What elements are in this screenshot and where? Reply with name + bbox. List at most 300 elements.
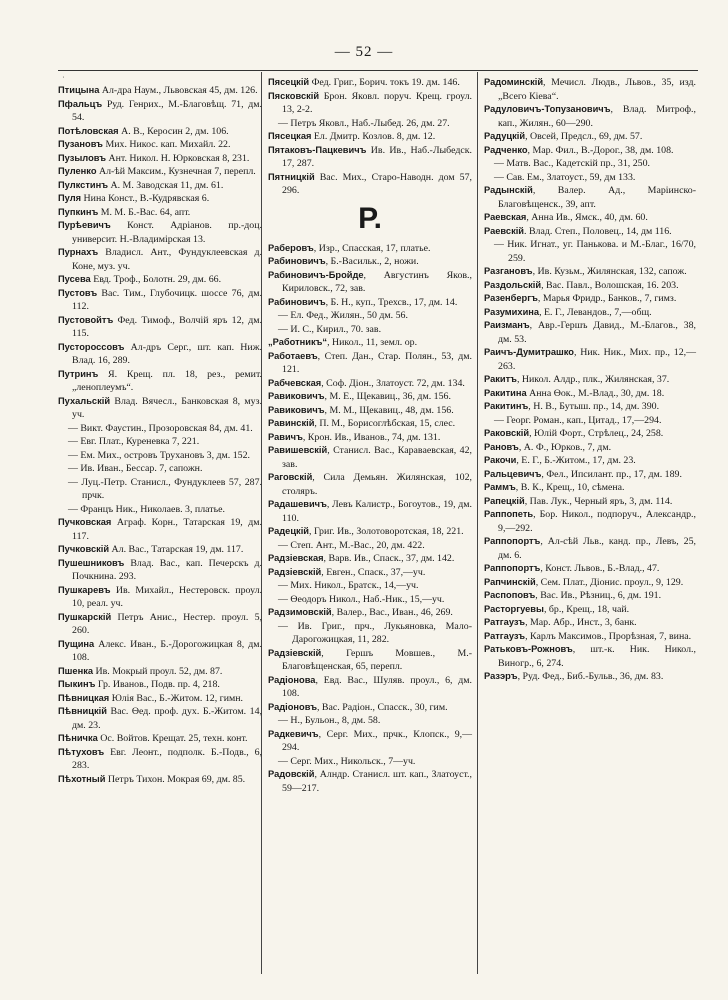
directory-entry xyxy=(268,768,472,795)
directory-entry xyxy=(58,746,262,773)
directory-entry xyxy=(58,638,262,665)
entry-details: — Мих. Никол., Братск., 14,—уч. xyxy=(278,580,419,591)
entry-details: , Никол. Алдр., плк., Жилянская, 37. xyxy=(516,374,670,385)
directory-entry xyxy=(58,165,262,179)
entry-surname: Радкевичъ xyxy=(268,728,319,739)
entry-surname: Пурнахъ xyxy=(58,247,99,257)
directory-entry xyxy=(484,468,696,482)
entry-details: , Вас. Павл., Волошская, 16. 203. xyxy=(541,279,679,291)
entry-details: , Влад. Митроф., кап., Жилян., 60—290. xyxy=(498,104,696,129)
entry-details: , Б.-Васильк., 2, ножи. xyxy=(325,256,419,267)
directory-entry xyxy=(58,584,262,611)
entry-surname: Раммъ xyxy=(484,482,516,492)
entry-surname: Пыкинъ xyxy=(58,679,96,689)
entry-details: Я. Крещ. пл. 18, рез., ремит. „леноплеумъ“. xyxy=(72,368,262,393)
directory-entry xyxy=(268,701,472,715)
directory-entry xyxy=(484,306,696,320)
directory-entry xyxy=(484,238,696,265)
entry-details: Вас. Тим., Глубочицк. шоссе 76, дм. 112. xyxy=(72,287,262,312)
directory-entry xyxy=(268,647,472,674)
directory-entry xyxy=(58,138,262,152)
directory-entry xyxy=(268,377,472,391)
directory-entry xyxy=(484,400,696,414)
entry-details: — Ив. Григ., прч., Лукьяновка, Мало-Дарогожицкая, 11, 282. xyxy=(278,620,472,645)
entry-surname: Раппопеть xyxy=(484,509,534,519)
directory-entry xyxy=(58,422,262,436)
directory-entry xyxy=(484,76,696,103)
entry-details: Гр. Иванов., Подв. пр. 4, 218. xyxy=(95,679,220,690)
directory-entry xyxy=(268,552,472,566)
entry-details: , Крон. Ив., Иванов., 74, дм. 131. xyxy=(302,431,441,443)
entry-surname: Ракочи xyxy=(484,455,517,465)
directory-entry xyxy=(268,498,472,525)
entry-details: , Марья Фридр., Банков., 7, гимз. xyxy=(537,293,677,304)
entry-details: , Валер. Ад., Маріинско-Благовѣщенск., 39, апт. xyxy=(498,185,696,210)
entry-surname: Равинскій xyxy=(268,418,315,428)
directory-entry xyxy=(484,184,696,211)
entry-details: Петръ Анис., Нестер. проул. 5, 260. xyxy=(72,611,262,636)
entry-details: Мих. Никос. кап. Михайл. 22. xyxy=(102,139,231,150)
entry-details: Петръ Тихон. Мокрая 69, дм. 85. xyxy=(105,773,246,785)
directory-entry xyxy=(268,525,472,539)
directory-entry xyxy=(268,539,472,553)
entry-surname: Раберовъ xyxy=(268,242,314,253)
entry-surname: Пурѣевичъ xyxy=(58,220,111,230)
directory-entry xyxy=(268,255,472,269)
directory-entry xyxy=(268,579,472,593)
entry-details: — Ел. Фед., Жилян., 50 дм. 56. xyxy=(278,310,408,321)
directory-entry xyxy=(484,454,696,468)
directory-entry xyxy=(484,279,696,293)
directory-entry xyxy=(268,76,472,90)
entry-surname: Радашевичъ xyxy=(268,499,327,509)
directory-entry xyxy=(484,441,696,455)
directory-entry xyxy=(58,678,262,692)
entry-surname: Пясковскій xyxy=(268,90,320,101)
entry-surname: Разгановъ xyxy=(484,266,533,276)
directory-entry xyxy=(58,449,262,463)
entry-details: — Луц.-Петр. Станисл., Фундуклеев 57, 287. прчк. xyxy=(68,476,262,501)
directory-entry xyxy=(58,341,262,368)
entry-details: , Е. Г., Б.-Житом., 17, дм. 23. xyxy=(516,455,636,466)
entry-surname: Пузыловъ xyxy=(58,152,107,163)
entry-details: , Ник. Ник., Мих. пр., 12,—263. xyxy=(498,347,696,372)
entry-details: , Изр., Спасская, 17, платье. xyxy=(313,242,431,254)
directory-entry xyxy=(268,171,472,198)
entry-surname: Пятаковъ-Пацкевичъ xyxy=(268,144,367,155)
entry-surname: Пятницкій xyxy=(268,171,315,182)
directory-entry xyxy=(484,211,696,225)
directory-entry xyxy=(484,508,696,535)
directory-entry xyxy=(58,692,262,706)
directory-entry xyxy=(484,346,696,373)
entry-surname: Рапчинскій xyxy=(484,576,536,587)
entry-details: Евд. Троф., Болотн. 29, дм. 66. xyxy=(90,274,222,285)
entry-details: Ал-дра Наум., Львовская 45, дм. 126. xyxy=(99,85,258,96)
directory-entry xyxy=(58,219,262,246)
directory-entry xyxy=(58,665,262,679)
entry-details: , Валер., Вас., Иван., 46, 269. xyxy=(331,607,453,618)
entry-details: — Евг. Плат., Куреневка 7, 221. xyxy=(68,436,200,447)
directory-entry xyxy=(484,373,696,387)
entry-surname: Ратьковъ-Рожновъ xyxy=(484,644,573,654)
entry-details: — Ем. Мих., островъ Трухановъ 3, дм. 152. xyxy=(68,449,251,461)
entry-details: , шт.-к. Ник. Никол., Виногр., 6, 274. xyxy=(498,644,696,669)
directory-entry xyxy=(484,589,696,603)
entry-details: . Влад. Степ., Половец., 14, дм 116. xyxy=(524,225,672,237)
directory-entry xyxy=(58,125,262,139)
directory-entry xyxy=(58,98,262,125)
entry-surname: Ракитина xyxy=(484,387,527,398)
entry-details: — Ѳеодоръ Никол., Наб.-Ник., 15,—уч. xyxy=(278,593,445,605)
entry-surname: Рабиновичъ xyxy=(268,256,326,266)
entry-surname: Радзимовскій xyxy=(268,607,332,617)
entry-surname: Пулкстинъ xyxy=(58,179,108,190)
entry-details: , Евген., Спаск., 37,—уч. xyxy=(321,566,426,578)
entry-details: Ив. Мокрый проул. 52, дм. 87. xyxy=(93,665,223,677)
entry-details: Ал. Вас., Татарская 19, дм. 117. xyxy=(109,544,244,555)
directory-entry xyxy=(268,606,472,620)
entry-surname: Радуцкій xyxy=(484,131,526,141)
header-rule xyxy=(58,70,698,71)
entry-details: , Конст. Львов., Б.-Влад., 47. xyxy=(540,563,660,574)
entry-surname: Радченко xyxy=(484,144,528,155)
directory-entry xyxy=(484,319,696,346)
entry-surname: Радзіевскій xyxy=(268,566,322,577)
entry-details: , Мар. Абр., Инст., 3, банк. xyxy=(525,617,637,628)
directory-entry xyxy=(268,130,472,144)
entry-surname: Пѣвницкая xyxy=(58,692,110,703)
directory-entry xyxy=(58,435,262,449)
directory-entry xyxy=(268,242,472,256)
directory-entry xyxy=(268,431,472,445)
directory-entry xyxy=(268,350,472,377)
entry-details: — Степ. Ант., М.-Вас., 20, дм. 422. xyxy=(278,539,425,551)
directory-entry xyxy=(58,246,262,273)
entry-details: , Вас. Радіон., Спасск., 30, гим. xyxy=(316,701,448,713)
column-2 xyxy=(268,76,472,795)
entry-details: Вас. Мих., Старо-Наводн. дом 57, 296. xyxy=(282,171,472,196)
entry-details: , М. Е., Щекавиц., 36, дм. 156. xyxy=(324,391,451,402)
entry-details: Ел. Дмитр. Козлов. 8, дм. 12. xyxy=(311,131,436,142)
entry-surname: Раздольскій xyxy=(484,279,542,290)
directory-entry xyxy=(58,152,262,166)
entry-surname: Пузановъ xyxy=(58,139,103,149)
entry-details: , Н. В., Бутыш. пр., 14, дм. 390. xyxy=(528,401,660,412)
entry-surname: Раковскій xyxy=(484,428,530,438)
entry-details: , Бор. Никол., подпоруч., Александр., 9,—292. xyxy=(498,509,696,534)
entry-details: , Ив. Кузьм., Жилянская, 132, сапож. xyxy=(532,266,687,277)
entry-surname: Пупкинъ xyxy=(58,206,99,217)
entry-details: , Е. Г., Левандов., 7,—общ. xyxy=(539,306,652,318)
entry-details: — Матв. Вас., Кадетскій пр., 31, 250. xyxy=(494,158,651,169)
column-divider xyxy=(477,72,478,974)
entry-surname: Раппопортъ xyxy=(484,563,541,573)
entry-surname: Потѣловская xyxy=(58,125,119,136)
entry-details: — Викт. Фаустин., Прозоровская 84, дм. 41. xyxy=(68,422,253,434)
entry-details: , Гершъ Мовшев., М.-Благовѣщенская, 65, перепл. xyxy=(282,647,472,672)
entry-surname: Пушкаревъ xyxy=(58,584,111,595)
entry-details: Ал-дръ Серг., шт. кап. Ниж. Влад. 16, 289. xyxy=(72,341,262,366)
entry-surname: Раичъ-Думитрашко xyxy=(484,347,574,357)
directory-entry xyxy=(268,90,472,117)
entry-details: , Варв. Ив., Спаск., 37, дм. 142. xyxy=(323,553,455,564)
column-1 xyxy=(58,76,262,786)
entry-details: , Анна Ив., Ямск., 40, дм. 60. xyxy=(526,212,648,223)
directory-entry xyxy=(58,543,262,557)
entry-surname: Радецкій xyxy=(268,526,309,536)
directory-entry xyxy=(58,476,262,503)
entry-details: , Сила Демьян. Жилянская, 102, столяръ. xyxy=(282,472,472,497)
directory-entry xyxy=(484,157,696,171)
directory-entry xyxy=(268,390,472,404)
entry-surname: Пущина xyxy=(58,638,95,649)
entry-surname: Равиковичъ xyxy=(268,404,325,415)
stray-mark: ˙ xyxy=(62,75,65,84)
entry-surname: Пушкарскій xyxy=(58,611,112,622)
directory-entry xyxy=(58,368,262,395)
directory-entry xyxy=(58,705,262,732)
entry-details: , Алндр. Станисл. шт. кап., Златоуст., 59—217. xyxy=(282,769,472,794)
directory-entry xyxy=(58,273,262,287)
entry-details: , Ал-сѣй Льв., канд. пр., Левъ, 25, дм. 6. xyxy=(498,536,696,561)
directory-entry xyxy=(484,535,696,562)
entry-details: , Станисл. Вас., Караваевская, 42, зав. xyxy=(282,445,472,470)
directory-entry xyxy=(268,323,472,337)
page-number: — 52 — xyxy=(334,44,394,60)
entry-surname: Пясецкій xyxy=(268,77,310,87)
entry-details: — Ив. Иван., Бессар. 7, сапожн. xyxy=(68,463,203,474)
entry-details: Владисл. Ант., Фундуклеевская д. Коне, муз. уч. xyxy=(72,247,262,272)
entry-details: — Петръ Яковл., Наб.-Лыбед. 26, дм. 27. xyxy=(278,117,450,129)
directory-entry xyxy=(484,387,696,401)
entry-details: Конст. Адріанов. пр.-доц. университ. Н.-Владимірская 13. xyxy=(72,220,262,245)
entry-surname: Пфальцъ xyxy=(58,98,103,109)
entry-details: , Сем. Плат., Діонис. проул., 9, 129. xyxy=(535,576,684,588)
entry-surname: Пухальскій xyxy=(58,395,111,406)
entry-surname: Пѣхотный xyxy=(58,773,106,784)
entry-details: , Авр.-Гершъ Давид., М.-Благов., 38, дм. 53. xyxy=(498,320,696,345)
directory-entry xyxy=(484,414,696,428)
directory-entry xyxy=(268,336,472,350)
entry-surname: Ракитинъ xyxy=(484,401,529,411)
directory-entry xyxy=(58,314,262,341)
entry-details: — Ник. Игнат., уг. Панькова. и М.-Благ., 16/70, 259. xyxy=(494,239,696,264)
entry-details: , Пав. Лук., Черный яръ, 3, дм. 114. xyxy=(524,495,673,507)
entry-surname: Пуля xyxy=(58,193,82,203)
entry-surname: Пясецкая xyxy=(268,131,312,141)
directory-entry xyxy=(268,404,472,418)
entry-surname: Рановъ xyxy=(484,441,519,452)
directory-entry xyxy=(268,728,472,755)
entry-surname: Расторгуевы xyxy=(484,603,544,614)
directory-entry xyxy=(268,620,472,647)
entry-surname: Рапецкій xyxy=(484,495,525,506)
entry-surname: Разэръ xyxy=(484,671,518,681)
directory-entry xyxy=(268,566,472,580)
entry-details: , П. М., Борисоглѣбская, 15, слес. xyxy=(314,418,456,429)
directory-entry xyxy=(58,179,262,193)
directory-entry xyxy=(58,192,262,206)
directory-entry xyxy=(58,206,262,220)
entry-details: , В. К., Крещ., 10, сѣмена. xyxy=(515,482,625,493)
directory-entry xyxy=(58,732,262,746)
entry-surname: Пучковскій xyxy=(58,544,110,554)
entry-surname: Раевскій xyxy=(484,225,525,236)
directory-entry xyxy=(58,395,262,422)
entry-details: Влад. Вячесл., Банковская 8, муз. уч. xyxy=(72,395,262,420)
directory-entry xyxy=(484,576,696,590)
entry-details: , Руд. Фед., Биб.-Бульв., 36, дм. 83. xyxy=(517,671,664,682)
entry-surname: Пучковская xyxy=(58,517,112,527)
directory-entry xyxy=(484,643,696,670)
entry-details: , М. М., Щекавиц., 48, дм. 156. xyxy=(324,404,454,416)
entry-surname: Ратгаузъ xyxy=(484,617,526,627)
entry-surname: Ральцевичъ xyxy=(484,468,542,479)
directory-entry xyxy=(484,603,696,617)
entry-surname: Пусева xyxy=(58,274,91,284)
entry-details: , Левъ Калистр., Богоутов., 19, дм. 110. xyxy=(282,499,472,524)
entry-surname: Радуловичъ-Топузановичъ xyxy=(484,104,611,114)
entry-surname: Пѣничка xyxy=(58,733,98,743)
entry-surname: Радынскій xyxy=(484,185,533,195)
directory-entry xyxy=(484,144,696,158)
entry-details: Фед. Григ., Борич. токъ 19. дм. 146. xyxy=(309,77,460,88)
directory-entry xyxy=(268,714,472,728)
directory-entry xyxy=(484,616,696,630)
entry-surname: Разумихина xyxy=(484,306,540,317)
column-3 xyxy=(484,76,696,684)
directory-entry xyxy=(484,130,696,144)
entry-surname: Пѣвницкій xyxy=(58,706,107,716)
directory-entry xyxy=(484,103,696,130)
directory-entry xyxy=(484,670,696,684)
directory-entry xyxy=(58,611,262,638)
entry-details: , Мечисл. Людв., Львов., 35, изд. „Всего Кіева“. xyxy=(498,77,696,102)
entry-surname: Равишевскій xyxy=(268,445,328,455)
entry-details: Вас. Ѳед. проф. дух. Б.-Житом. 14, дм. 23. xyxy=(72,706,262,731)
entry-details: — Н., Бульон., 8, дм. 58. xyxy=(278,715,381,726)
entry-details: Ал-ѣй Максим., Кузнечная 7, перепл. xyxy=(96,166,256,177)
directory-entry xyxy=(484,562,696,576)
entry-surname: Рабиновичъ xyxy=(268,296,326,307)
directory-entry xyxy=(484,292,696,306)
entry-details: Алекс. Иван., Б.-Дорогожицкая 8, дм. 108. xyxy=(72,638,262,663)
directory-entry xyxy=(484,630,696,644)
entry-details: Ос. Войтов. Крещат. 25, техн. конт. xyxy=(97,733,248,744)
entry-surname: Пустовъ xyxy=(58,287,98,298)
entry-surname: Пушешниковъ xyxy=(58,557,125,568)
directory-entry xyxy=(58,773,262,787)
directory-entry xyxy=(58,84,262,98)
entry-surname: Пуленко xyxy=(58,166,97,176)
entry-surname: „Работникъ“ xyxy=(268,337,328,347)
entry-details: , Мар. Фил., В.-Дорог., 38, дм. 108. xyxy=(527,144,674,156)
section-letter: Р. xyxy=(358,201,382,235)
entry-details: Ант. Никол. Н. Юрковская 8, 231. xyxy=(106,152,250,164)
entry-surname: Раговскій xyxy=(268,472,313,482)
entry-details: Влад. Вас., кап. Печерскъ д. Почкнина. 293. xyxy=(72,557,262,582)
entry-details: — Георг. Роман., кап., Цитад., 17,—294. xyxy=(494,414,662,426)
entry-details: Нина Конст., В.-Кудрявская 6. xyxy=(81,193,210,204)
directory-entry xyxy=(58,516,262,543)
entry-surname: Распоповъ xyxy=(484,590,536,600)
entry-surname: Радіонова xyxy=(268,674,316,685)
entry-details: , Евд. Вас., Шуляв. проул., 6, дм. 108. xyxy=(282,674,472,699)
directory-entry xyxy=(268,593,472,607)
entry-details: , Овсей, Предсл., 69, дм. 57. xyxy=(525,131,643,142)
directory-entry xyxy=(268,309,472,323)
directory-entry xyxy=(58,287,262,314)
entry-details: , Соф. Діон., Златоуст. 72, дм. 134. xyxy=(321,377,465,389)
entry-details: — Сав. Ем., Златоуст., 59, дм 133. xyxy=(494,171,636,183)
entry-details: , Фел., Ипсилант. пр., 17, дм. 189. xyxy=(541,468,682,480)
directory-entry xyxy=(484,225,696,239)
entry-details: Евг. Леонт., подполк. Б.-Подв., 6, 283. xyxy=(72,746,262,771)
directory-entry xyxy=(268,296,472,310)
entry-details: М. М. Б.-Вас. 64, апт. xyxy=(98,206,191,218)
directory-entry xyxy=(268,674,472,701)
entry-surname: Радзіевская xyxy=(268,553,324,563)
entry-surname: Раизманъ xyxy=(484,320,530,330)
entry-details: , Степ. Дан., Стар. Полян., 53, дм. 121. xyxy=(282,350,472,375)
entry-details: Фед. Тимоф., Волчій яръ 12, дм. 115. xyxy=(72,314,262,339)
entry-surname: Пшенка xyxy=(58,665,94,676)
entry-details: Анна Ѳок., М.-Влад., 30, дм. 18. xyxy=(526,387,665,399)
directory-entry xyxy=(484,481,696,495)
directory-entry xyxy=(484,427,696,441)
entry-details: , Никол., 11, земл. ор. xyxy=(327,337,418,348)
entry-details: , Григ. Ив., Золотоворотская, 18, 221. xyxy=(309,526,464,537)
entry-surname: Радоминскій xyxy=(484,77,544,87)
directory-entry xyxy=(268,755,472,769)
entry-details: Аграф. Корн., Татарская 19, дм. 117. xyxy=(72,517,262,542)
directory-entry xyxy=(268,471,472,498)
directory-entry xyxy=(268,144,472,171)
entry-surname: Работаевъ xyxy=(268,350,318,361)
entry-details: , Карлъ Максимов., Прорѣзная, 7, вина. xyxy=(525,630,692,642)
entry-details: , Августинъ Яков., Кириловск., 72, зав. xyxy=(282,269,472,294)
entry-surname: Равичъ xyxy=(268,431,303,442)
entry-surname: Ракитъ xyxy=(484,374,517,384)
entry-surname: Радзіевскій xyxy=(268,647,322,658)
entry-details: Ив. Ив., Наб.-Лыбедск. 17, 287. xyxy=(282,144,472,169)
entry-details: , А. Ф., Юрков., 7, дм. xyxy=(518,441,612,453)
entry-details: А. В., Керосин 2, дм. 106. xyxy=(118,125,229,137)
directory-entry xyxy=(268,269,472,296)
entry-details: , бр., Крещ., 18, чай. xyxy=(543,603,630,615)
entry-details: — Францъ Ник., Николаев. 3, платье. xyxy=(68,503,225,515)
entry-details: — Серг. Мих., Никольск., 7—уч. xyxy=(278,755,416,767)
entry-surname: Радіоновъ xyxy=(268,701,317,712)
directory-entry xyxy=(58,503,262,517)
entry-surname: Ратгаузъ xyxy=(484,630,526,641)
entry-details: Юлія Вас., Б.-Житом. 12, гимн. xyxy=(109,692,243,704)
entry-surname: Раппопортъ xyxy=(484,536,541,546)
entry-surname: Пустовойтъ xyxy=(58,314,114,325)
entry-details: Ив. Михайл., Нестеровск. проул. 10, реал. уч. xyxy=(72,584,262,609)
directory-entry xyxy=(268,417,472,431)
directory-entry xyxy=(268,444,472,471)
directory-entry xyxy=(484,171,696,185)
entry-surname: Пустороссовъ xyxy=(58,341,125,352)
entry-surname: Пѣтуховъ xyxy=(58,746,105,757)
directory-entry xyxy=(484,265,696,279)
directory-entry xyxy=(268,117,472,131)
entry-details: Брон. Яковл. поруч. Крещ. гроул. 13, 2-2. xyxy=(282,90,472,115)
entry-surname: Рабчевская xyxy=(268,377,322,388)
entry-details: — И. С., Кирил., 70. зав. xyxy=(278,323,382,335)
